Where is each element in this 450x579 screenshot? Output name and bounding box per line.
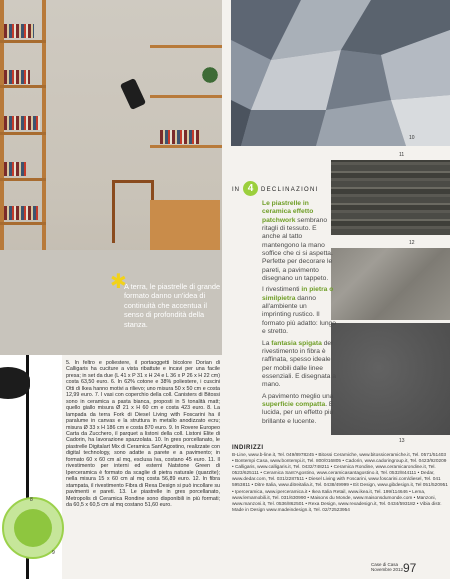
patchwork-tile-photo — [231, 0, 450, 146]
room-photo — [0, 0, 222, 355]
books — [160, 130, 200, 144]
wall-lamp — [120, 78, 146, 110]
wall-shelf — [150, 45, 222, 48]
image-number-13: 13 — [399, 438, 405, 444]
footer-magazine — [371, 562, 403, 572]
floor-lamp-photo — [0, 355, 62, 579]
image-number-12: 12 — [409, 240, 415, 246]
shelf-board — [0, 85, 46, 88]
highlight-spigata: fantasia spigata — [271, 339, 322, 347]
image-number-9: 9 — [52, 550, 55, 556]
shelf-board — [0, 132, 46, 135]
text-stone: danno all'ambiente un imprinting rustico. Il formato più adatto: lungo e stretto. — [262, 294, 336, 336]
books — [4, 116, 40, 130]
product-descriptions: 5. In feltro e poliestere, il portaoggetti bicolore Dorian di Calligaris ha cuciture a vista ribattute e incavi per una facile presa; in set da due (L 41 x P 31 x H 24 e L 36 x P 26 x H 22 cm) costa 63,50 euro. 6. In 62% cotone e 38% poliestere, i cuscini Otti di Ikea hanno motivi a rilievo; uno misura 50 x 50 cm e costa 12,99 euro. 7. I vasi con coperchio della coll. Canisters di Bitossi sono in ceramica a pasta bianca, proposti in 5 tonalità matt; quello giallo misura Ø 21 x H 60 cm e costa 423 euro. 8. La lampada da terra Fork di Diesel Living with Foscarini ha il paralume in canvas e la struttura in metallo anodizzato ecru; misura Ø 33 x H 186 cm e costa 870 euro. 9. In Rovere Europeo Carta da Zucchero, il parquet a listoni della coll. Listoni Elite di Cadorin, ha lavorazione spazzolata. 10. In gres porcellanato, le piastrelle Digitalart Mix di Ceramica Sant'Agostino, realizzate con digital technology, sono adatte a parete e a pavimento; in formato 60 x 60 cm al mq, esclusa Iva, costano 45 euro. 11. Il rivestimento per interni ed esterni Natstone Green di Iperceramica è formato da scaglie di pietra naturale (quarzite); nella misura 15 x 60 cm al mq costa 56,89 euro. 12. In fibra stampata, il rivestimento Fibra di Rexa Design si può incollare su pavimenti e pareti. 13. Le piastrelle in gres porcellanato, Metropolis di Ceramica Rondine sono disponibili in più formati; da 60,5 x 60,5 cm al mq costano 51,60 euro. — [66, 360, 220, 508]
highlight-stone: in pietra o similpietra — [262, 286, 334, 302]
porcelain-tile-photo — [331, 323, 450, 435]
paragraph-spigata — [262, 340, 336, 390]
wall-shelf — [150, 95, 222, 98]
text-spigata-a: La — [262, 339, 272, 347]
plant — [198, 60, 222, 90]
declinazioni-column — [262, 200, 336, 429]
fibre-cladding-photo — [331, 248, 450, 320]
heading-number: 4 — [243, 181, 258, 196]
paragraph-patchwork — [262, 200, 336, 283]
magazine-issue: Novembre 2012 — [371, 567, 404, 572]
books — [4, 206, 38, 220]
text-spigata: del rivestimento in fibra è raffinata, spesso ideale per mobili dalle linee essenziali. E disegnata a mano. — [262, 339, 336, 389]
addresses-box — [232, 445, 448, 514]
photo-caption: A terra, le piastrelle di grande formato danno un'idea di continuità che accentua il senso di profondità della stanza. — [124, 282, 221, 329]
addresses-title: INDIRIZZI — [232, 445, 264, 451]
shelf-board — [0, 178, 46, 181]
magazine-name: Case di Casa — [371, 562, 399, 567]
heading-prefix: IN — [232, 187, 240, 193]
highlight-superficie: superficie compatta — [262, 400, 326, 408]
shelf-board — [0, 222, 46, 225]
highlight-patchwork: Le piastrelle in ceramica effetto patchwork — [262, 200, 314, 224]
text-patchwork: sembrano ritagli di tessuto. E anche al tatto mantengono la mano soffice che ci si aspetta. Perfette per decorare le pareti, a pavimento disegnano un tappeto. — [262, 216, 333, 283]
heading-word: DECLINAZIONI — [261, 187, 319, 193]
page-number: 97 — [403, 561, 417, 575]
image-number-11: 11 — [399, 152, 405, 158]
photo-caption-box — [110, 271, 222, 355]
books — [4, 162, 26, 176]
shelf-board — [0, 40, 46, 43]
page-footer — [371, 561, 450, 577]
books — [4, 24, 34, 38]
paragraph-superficie — [262, 393, 336, 426]
addresses-text: B-Line, www.b-line.it, Tel. 049/8978245 • Bitossi Ceramiche, www.bitossiceramiche.it, Tel. 0571/51403 • Bontempi Casa, www.bontempi.it, Tel. 800/016805 • Cadorin, www.cadoringroup.it, Tel. 0423/920209 • Calligaris, www.calligaris.it, Tel. 0432/748211 • Ceramica Rondine, www.ceramicarondine.it, Tel. 0523/625111 • Ceramica Sant'Agostino, www.ceramicasantagostino.it, Tel. 0532/844111 • Dedar, www.dedar.com, Tel. 031/2287511 • Diesel Living with Foscarini, www.foscarini.com/diesel, Tel. 041 5953811 • Ditre Italia, www.ditreitalia.it, Tel. 0438/49999 • Eit Design, www.gibdesign.it, Tel 051/520951 • Iperceramica, www.iperceramica.it • Ikea Italia Retail, www.ikea.it, Tel. 199/114646 • Lema, www.lemamobili.it, Tel. 031/630990 • Maisons du Monde, www.maisonsdumonde.com • Manzoni, www.manzoni.it, Tel. 0536/862501 • Rexa Design, www.rexadesign.it, Tel. 0434/593182 • Vibia distr. Made in Design www.madeindesign.it, Tel. 02/72523954 — [232, 453, 448, 513]
books — [4, 70, 30, 84]
text-stone-a: I rivestimenti — [262, 286, 302, 294]
desk — [150, 200, 220, 250]
asterisk-icon: ✱ — [110, 271, 127, 293]
stone-cladding-photo — [331, 160, 450, 235]
text-superficie: . E lucida, per un effetto più brillante e lucente. — [262, 400, 334, 425]
image-number-8: 8 — [30, 497, 33, 503]
section-heading — [232, 183, 332, 197]
text-superficie-a: A pavimento meglio una — [262, 392, 334, 400]
image-number-10: 10 — [409, 135, 415, 141]
chair — [112, 180, 154, 243]
bookshelf-upright — [42, 0, 46, 255]
paragraph-stone — [262, 286, 336, 336]
wall-shelf — [150, 145, 222, 148]
patchwork-pattern — [231, 0, 450, 146]
